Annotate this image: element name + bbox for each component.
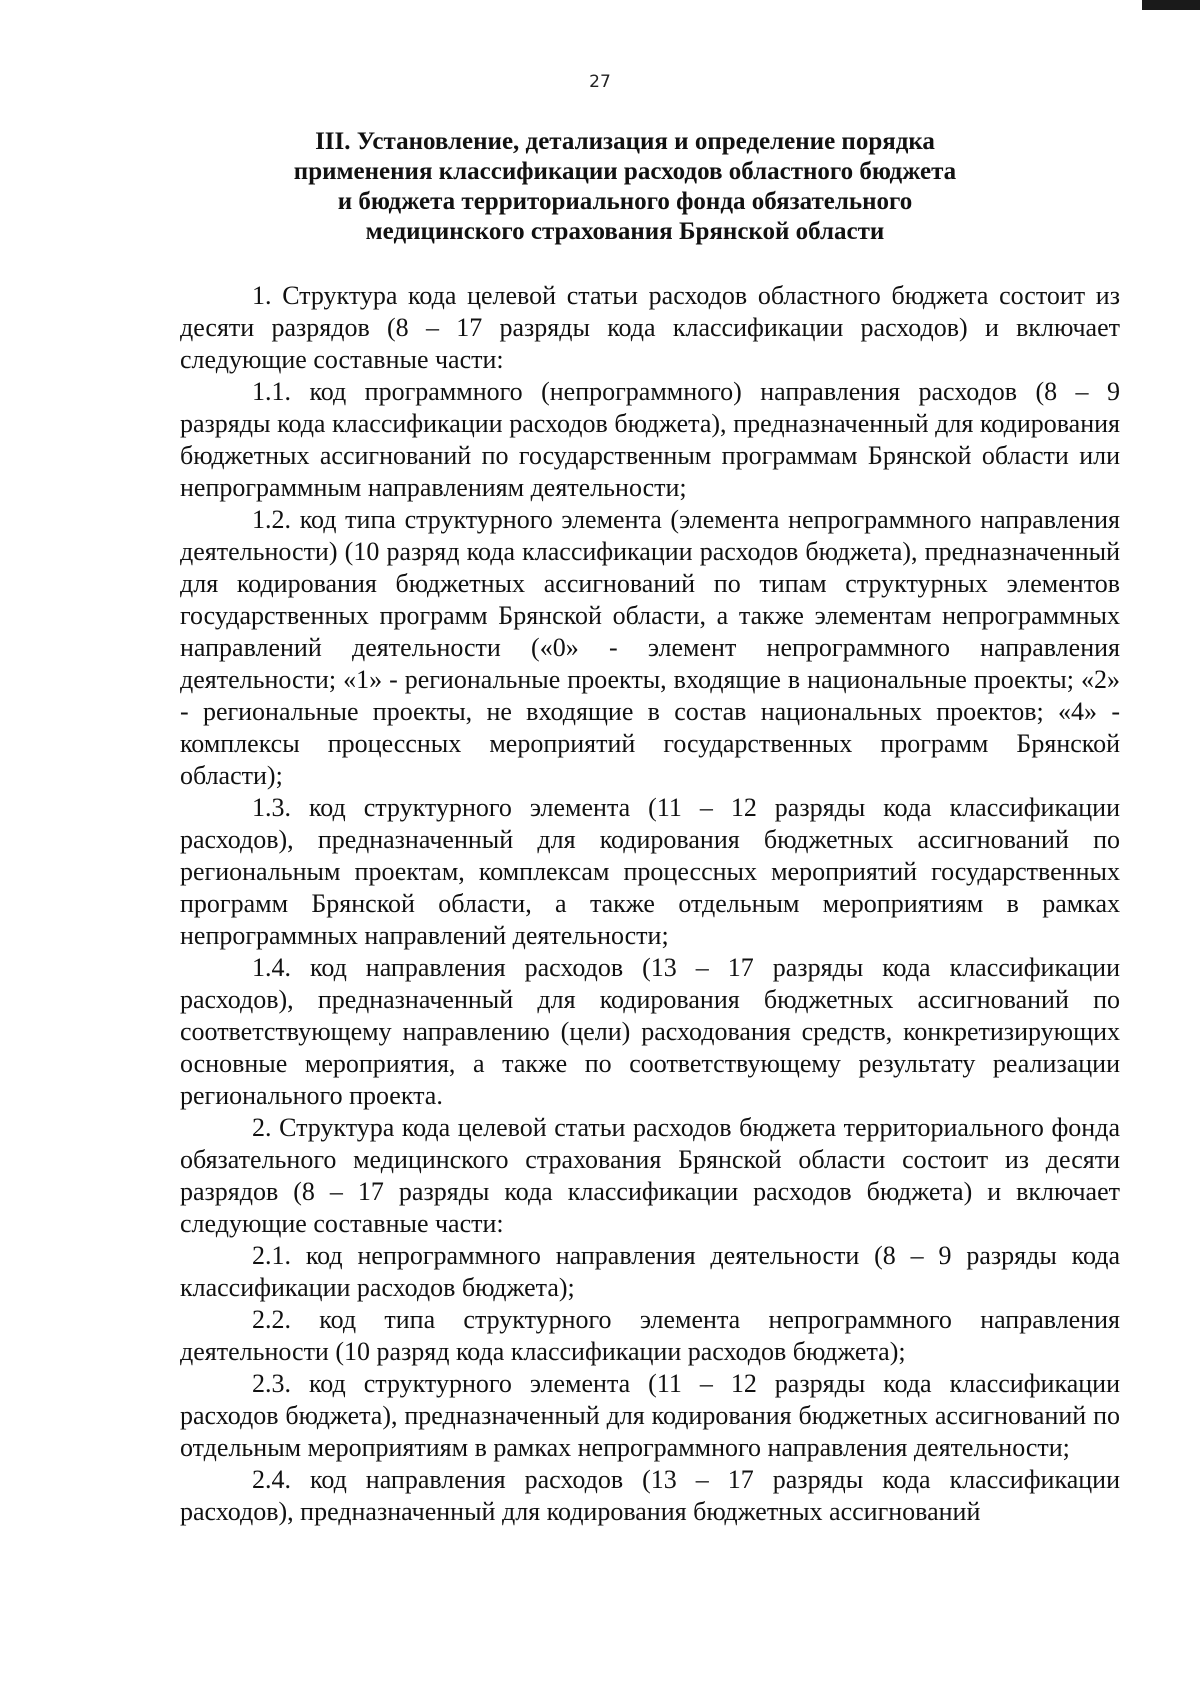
section-title-line: медицинского страхования Брянской области bbox=[365, 218, 885, 245]
paragraph-2-4: 2.4. код направления расходов (13 – 17 разряды кода классификации расходов), предназначенный для кодирования бюджетных ассигнований bbox=[180, 1465, 1120, 1526]
page-number: 27 bbox=[589, 72, 611, 92]
paragraph-1-1: 1.1. код программного (непрограммного) направления расходов (8 – 9 разряды кода классификации расходов бюджета), предназначенный для кодирования бюджетных ассигнований по государственным программам Брянской области или непрограммным направлениям деятельности; bbox=[180, 377, 1120, 502]
section-title-line: применения классификации расходов областного бюджета bbox=[293, 158, 957, 185]
paragraph-2-1: 2.1. код непрограммного направления деятельности (8 – 9 разряды кода классификации расходов бюджета); bbox=[180, 1241, 1120, 1302]
paragraph-1-2: 1.2. код типа структурного элемента (элемента непрограммного направления деятельности) (10 разряд кода классификации расходов бюджета), предназначенный для кодирования бюджетных ассигнований по типам структурных элементов государственных программ Брянской области, а также элементам непрограммных направлений деятельности («0» - элемент непрограммного направления деятельности; «1» - региональные проекты, входящие в национальные проекты; «2» - региональные проекты, не входящие в состав национальных проектов; «4» - комплексы процессных мероприятий государственных программ Брянской области); bbox=[180, 505, 1120, 790]
paragraph-2-3: 2.3. код структурного элемента (11 – 12 разряды кода классификации расходов бюджета), предназначенный для кодирования бюджетных ассигнований по отдельным мероприятиям в рамках непрограммного направления деятельности; bbox=[180, 1369, 1120, 1462]
section-title bbox=[240, 127, 1010, 247]
paragraph-2: 2. Структура кода целевой статьи расходов бюджета территориального фонда обязательного медицинского страхования Брянской области состоит из десяти разрядов (8 – 17 разряды кода классификации расходов бюджета) и включает следующие составные части: bbox=[180, 1113, 1120, 1238]
paragraph-1-3: 1.3. код структурного элемента (11 – 12 разряды кода классификации расходов), предназначенный для кодирования бюджетных ассигнований по региональным проектам, комплексам процессных мероприятий государственных программ Брянской области, а также отдельным мероприятиям в рамках непрограммных направлений деятельности; bbox=[180, 793, 1120, 950]
scan-edge-mark bbox=[1142, 0, 1200, 10]
section-title-line: и бюджета территориального фонда обязательного bbox=[337, 188, 913, 215]
section-title-line: III. Установление, детализация и определение порядка bbox=[315, 128, 935, 155]
paragraph-1-4: 1.4. код направления расходов (13 – 17 разряды кода классификации расходов), предназначенный для кодирования бюджетных ассигнований по соответствующему направлению (цели) расходования средств, конкретизирующих основные мероприятия, а также по соответствующему результату реализации регионального проекта. bbox=[180, 953, 1120, 1110]
paragraph-1: 1. Структура кода целевой статьи расходов областного бюджета состоит из десяти разрядов (8 – 17 разряды кода классификации расходов) и включает следующие составные части: bbox=[180, 281, 1120, 374]
paragraph-2-2: 2.2. код типа структурного элемента непрограммного направления деятельности (10 разряд кода классификации расходов бюджета); bbox=[180, 1305, 1120, 1366]
document-body bbox=[180, 280, 1120, 1528]
